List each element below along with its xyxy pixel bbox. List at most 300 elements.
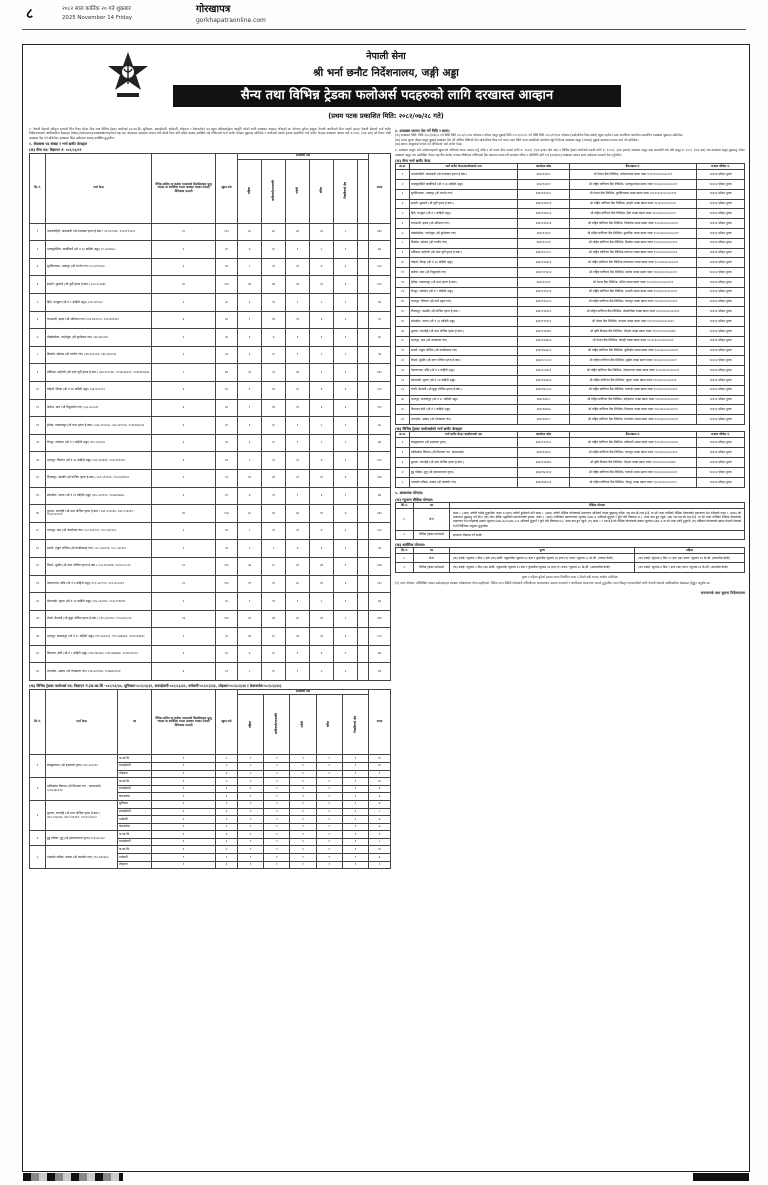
cell-value: १ (264, 846, 290, 854)
cell-value: १७ (238, 628, 262, 646)
cell-sn: ६ (396, 219, 410, 229)
cell-sn: १८ (30, 522, 46, 540)
section-3-heading: ३. दरखास्त फाराम पेस गर्ने मिति र स्थान: (395, 129, 450, 133)
cell-value: ८ (262, 540, 286, 558)
cell-value: १३ (152, 610, 216, 628)
cell-center: दिक्तेल, खोटाङ (श्री रणवीर गण) (410, 238, 518, 248)
cell-value: ४ (152, 663, 216, 681)
cell-sn: २ (30, 241, 46, 259)
cell-total: ६४ (369, 663, 391, 681)
cell-value: १ (238, 838, 264, 846)
cell-value: ७ (238, 487, 262, 505)
table-row (396, 326, 745, 336)
cell-sn: १० (396, 258, 410, 268)
cell-value: ११ (310, 469, 334, 487)
cell-value: १ (290, 770, 316, 778)
cell-center: विजयपुर, कास्की (श्री पश्चिम पृतना हे.क्वा.) (410, 307, 518, 317)
cell-center: संख्युवासभा (श्री इन्द्रध्वज गुल्म) (410, 438, 518, 448)
cell-center: तोक्सेखोला, ताप्लेजुङ (श्री दुर्गाप्रवल गण) ०२४-४६०२४५ (46, 329, 152, 347)
cell-revenue: १४२२४ परीक्षा शुल्क (697, 385, 745, 395)
cell-center: बुटवल, रुपन्देही (श्री मध्य पश्चिम पृतना हे.क्वा.) (410, 458, 518, 468)
follower-bank-body (396, 438, 745, 488)
cell-post: विभिन्न ट्रेडका फलोअर्स (414, 530, 450, 539)
cell-sn: १८ (396, 336, 410, 346)
table-row (30, 557, 391, 575)
cell-revenue: १४२२४ परीक्षा शुल्क (697, 258, 745, 268)
cell-post: केशकर्तक (118, 823, 152, 831)
th2-open: खुला तर्फ (216, 689, 238, 755)
table-row (30, 452, 391, 470)
cell-center: बुटवल, रुपन्देही (श्री मध्य पश्चिम पृतना हे.क्वा.) (410, 326, 518, 336)
cell-center: सुर्यविनायक, भक्तपुर (श्री रणशेर गण) ०१-५०९१२६२ (46, 258, 152, 276)
cell-revenue: १४२२४ परीक्षा शुल्क (697, 405, 745, 415)
cell-code: ३४४०९०३०४ (518, 229, 570, 239)
cell-code: ३४४०९१७१०५ (518, 307, 570, 317)
th6-female: महिला (635, 548, 745, 554)
table-row (30, 329, 391, 347)
cell-center: नेपालगञ्ज, बाँके (श्री नं ४ बाहिनी अड्डा) ०८१-५२८९०३, ९८५८०८३२२१ (46, 575, 152, 593)
cell-value: १ (152, 785, 216, 793)
cell-value: ३४ (262, 610, 286, 628)
table-row (30, 663, 391, 681)
cell-value: ४ (152, 381, 216, 399)
cell-sn: २५ (30, 645, 46, 663)
cell-total: ७४ (369, 434, 391, 452)
cell-code: ३४४०९७०८०५ (518, 385, 570, 395)
cell-total: १०० (369, 381, 391, 399)
cell-value: ७ (238, 241, 262, 259)
cell-value: २ (334, 346, 358, 364)
table-row (30, 505, 391, 523)
cell-value: २१ (262, 364, 286, 382)
cell-value: ५ (310, 593, 334, 611)
cell-sn: ८ (396, 238, 410, 248)
cell-revenue: १४२२४ परीक्षा शुल्क (697, 458, 745, 468)
cell-code: ३४४०९१७१७० (518, 326, 570, 336)
cell-female: (क) उचाई: न्यूनतम ४ फिट ९ इन्च (ख) वजन: न्यूनतम ४२ के.जी. (बयालीस केजी) (635, 563, 745, 572)
cell-sn: ९ (30, 364, 46, 382)
education-body (396, 508, 745, 539)
cell-value: १ (316, 846, 342, 854)
cell-center: हिले, धनकुटा (श्री नं २ बाहिनी अड्डा) (410, 209, 518, 219)
cell-value: ७ (369, 800, 391, 808)
table-row (30, 417, 391, 435)
th3-rev: राजस्व शीर्षक नं. (697, 164, 745, 170)
table-row (396, 307, 745, 317)
cell-sn: २ (30, 778, 46, 801)
cell-center: हेटौडा, मकवानपुर (श्री मध्य पृतना हे.क्वा.) ०५७-५२९००७, ०५७-५२९०२४, ९८६३०४६८८४ (46, 417, 152, 435)
cell-value: १ (342, 816, 368, 824)
cell-sn: ४ (396, 199, 410, 209)
cell-post: धर्मकर्मी (118, 854, 152, 862)
cell-value: १ (238, 808, 264, 816)
header-rule (22, 29, 746, 30)
cell-bank: श्री राष्ट्रिय बाणिज्य बैंक लिमिटेड, पोखरीचौक शाखा खाता नम्बर १०००३००००५००००९ (570, 307, 697, 317)
cell-blank (358, 575, 369, 593)
cell-total: ४२४ (369, 557, 391, 575)
cell-value: १ (152, 823, 216, 831)
cell-value: १ (238, 785, 264, 793)
cell-center: भरतपुर, चितवन (श्री नयाँ सङ्गम गण) (410, 297, 518, 307)
cell-value: ३ (334, 452, 358, 470)
cell-center: नेपालगञ्ज, बाँके (श्री नं ४ बाहिनी अड्डा) (410, 366, 518, 376)
cell-value: १०५ (216, 276, 238, 294)
cell-value: ७ (369, 823, 391, 831)
cell-value: १२ (310, 276, 334, 294)
cell-sn: ७ (30, 329, 46, 347)
cell-sn: २६ (30, 663, 46, 681)
cell-sn: २ (396, 448, 410, 458)
table-row (30, 241, 391, 259)
cell-value: ३० (286, 575, 310, 593)
cell-post: धर्मकर्मी (118, 816, 152, 824)
th-sn: सि.नं. (30, 153, 46, 223)
th2-backward: पिछडिएको क्षेत्र (342, 695, 368, 755)
cell-value: १७ (238, 276, 262, 294)
cell-blank (358, 434, 369, 452)
cell-value: ४२ (216, 522, 238, 540)
cell-value: ४ (310, 487, 334, 505)
table-row (396, 405, 745, 415)
th6-post: पद (414, 548, 450, 554)
table-row (30, 294, 391, 312)
cell-value: ३८ (238, 505, 262, 523)
table-row (396, 563, 745, 572)
cell-value: २ (334, 241, 358, 259)
cell-bank: श्री राष्ट्रिय बाणिज्य बैंक लिमिटेड, भरतपुर शाखा खाता नम्बर १०००३००००५००००९ (570, 448, 697, 458)
cell-bank: श्री कृषि विकास बैंक लिमिटेड, भैरहवा शाखा खाता नम्बर ०१०००१५०००००४७९ (570, 326, 697, 336)
intro-paragraph: १. नेपाली सेनाको स्वीकृत दरबन्दी भित्र रिक्त रहेका सैन्य तथा विभिन्न ट्रेडका फलोअर्स (क.का.सि, सुचिकार, सफाईकर्मी, धर्मकर्मी, लोहकार र केशकर्तक) पद खुला प्रतिस्पर्धाद्वारा पदपूर्ति गर्नको लागि दरखास्त आव्हान गरिएको छ। योग्यता पुगेका इच्छुक नेपाली नागरिकले सैन्य पदको हकमा नेपाली सेनाको भर्ना छनौट निर्देशनालयको आधिकारिक वेबसाइट http://vacancy.nepalarmy.mil.np बाट अनलाइन दरखास्त फाराम भरी सोको प्रिन्ट प्रति सहित स्वयम् उपस्थित भई तोकिएको भर्ना छनौट केन्द्रमा बुझाउन सकिनेछ र फलोअर्स पदको हकमा सम्बन्धित भर्ना छनौट केन्द्रमा दरखास्त फाराम भरी रु.१००/- (एक सय) को टिकट टाँसी दरखास्त पेस गर्न सकिनेछ। दरखास्त दिंदा उम्मेदवार स्वयम् उपस्थित हुनुपर्नेछ। (29, 127, 391, 140)
cell-value: २९ (262, 575, 286, 593)
cell-total: २०० (369, 276, 391, 294)
table-row (396, 438, 745, 448)
cell-value: २ (334, 663, 358, 681)
cell-value: ३१ (216, 663, 238, 681)
cell-value: ७९ (216, 364, 238, 382)
cell-value: १ (264, 785, 290, 793)
cell-total: १४० (369, 469, 391, 487)
section-3b-text: (ख) स्थान: आफुलाई पायक पर्ने तोकिएको भर्ना छनौट केन्द्र। (395, 142, 463, 147)
th4-bank: बैंक/खाता नं. (570, 432, 697, 438)
cell-revenue: १४२२४ परीक्षा शुल्क (697, 287, 745, 297)
cell-bank: श्री नेपाल बैंक लिमिटेड, घोराही शाखा खाता नम्बर ०००१०१०००००५०००१९ (570, 336, 697, 346)
cell-value: १ (238, 861, 264, 869)
cell-value: ३ (334, 258, 358, 276)
table-row (396, 297, 745, 307)
cell-value: १ (316, 861, 342, 869)
cell-value: ५ (238, 540, 262, 558)
cell-bank: श्री राष्ट्रिय बाणिज्य बैंक लिमिटेड, सुर्खेत शाखा खाता नम्बर १०००३००००५००००९ (570, 356, 697, 366)
table-row (30, 223, 391, 241)
cell-revenue: १४२२४ परीक्षा शुल्क (697, 248, 745, 258)
cell-post: सफाईकर्मी (118, 808, 152, 816)
cell-sn: १९ (396, 346, 410, 356)
cell-value: ३ (216, 808, 238, 816)
table-row (396, 170, 745, 180)
section-5a-heading: (क) न्यूनतम शैक्षिक योग्यता: (395, 497, 434, 502)
cell-value: ४२ (286, 223, 310, 241)
cell-value: १ (290, 808, 316, 816)
cell-sn: १ (396, 170, 410, 180)
cell-sn: १४ (396, 297, 410, 307)
cell-bank: श्री नेपाल बैंक लिमिटेड, सुर्यविनायक शाखा खाता नम्बर ०००१०१०००००५०००१९ (570, 189, 697, 199)
cell-value: १ (316, 854, 342, 862)
cell-value: १२ (262, 258, 286, 276)
cell-value: ५ (216, 755, 238, 763)
table-row (30, 575, 391, 593)
cell-value: १ (238, 854, 264, 862)
cell-value: १ (264, 831, 290, 839)
cell-post: सैन्य (414, 508, 450, 530)
table-row (30, 381, 391, 399)
table-row (396, 258, 745, 268)
cell-sn: २. (396, 563, 414, 572)
cell-value: १ (334, 487, 358, 505)
th-total: जम्मा (369, 153, 391, 223)
cell-bank: श्री राष्ट्रिय बाणिज्य बैंक लिमिटेड, इटहरी शाखा खाता नम्बर १००३००००५००००९ (570, 199, 697, 209)
cell-center: सोराडोल, पाल्पा (श्री नं २३ बाहिनी अड्डा) ०७५-५२०१९०, ९८६७०१७७५८ (46, 487, 152, 505)
cell-value: १ (334, 540, 358, 558)
cell-value: १ (290, 816, 316, 824)
th6-male: पुरुष (450, 548, 635, 554)
cell-value: १ (152, 800, 216, 808)
military-bank-table (395, 163, 745, 425)
cell-value: ३९ (216, 487, 238, 505)
cell-value: १ (342, 808, 368, 816)
cell-value: १ (152, 778, 216, 786)
cell-sn: १५ (396, 307, 410, 317)
cell-sn: १७ (30, 505, 46, 523)
cell-total: ७४ (369, 487, 391, 505)
cell-value: ४२ (216, 311, 238, 329)
cell-code: ३४४०९१२२९ (518, 278, 570, 288)
table-row (30, 628, 391, 646)
cell-sn: ८ (30, 346, 46, 364)
cell-value: २ (216, 793, 238, 801)
cell-value: ५ (216, 778, 238, 786)
cell-center: बुटवल, रुपन्देही (श्री मध्य पश्चिम पृतना हे.क्वा.) ०७१-५९३०४६, ०७१-५९३२६९, ९८६०५०१२०२ (46, 800, 118, 830)
cell-value: ९ (286, 663, 310, 681)
cell-bank: श्री राष्ट्रिय बाणिज्य बैंक लिमिटेड, गमगढी शाखा खाता नम्बर १०००३००००५००००९ (570, 468, 697, 478)
cell-value: २७ (262, 276, 286, 294)
cell-post: क.का.सि (118, 831, 152, 839)
cell-post: केशकर्तक (118, 793, 152, 801)
cell-qualification: साधारण लेखपढ गर्न सक्ने। (450, 530, 745, 539)
cell-value: ७ (369, 854, 391, 862)
cell-center: साल्ले, रुकुम पश्चिम (श्री चण्डीप्रसाद गण) ०८८-५३००९३, ०८८-५३०११८ (46, 540, 152, 558)
table-row (30, 487, 391, 505)
cell-sn: २५ (396, 405, 410, 415)
section-6-text: (ग) अन्य योग्यता: उल्लिखित पदका उम्मेदवारहरु स्वास्थ्य परीक्षणबाट योग्य ठहरिएको, नैतिक पतन देखिने फौजदारी अभियोगमा अदालतबाट सजाय नपाएको र नागरिकता प्रमाणपत्र भएको हुनुपर्नेछ। अन्य विस्तृत जानकारीको लागि नेपाली सेनाको आधिकारिक वेबसाइट हेर्नुहुन अनुरोध छ। (395, 580, 711, 585)
cell-center: कलैया, बारा (श्री निमुसर्जन गण) (410, 268, 518, 278)
cell-value: १६ (310, 575, 334, 593)
cell-value: १ (316, 793, 342, 801)
cell-center: भक्तपुरस्थित, कार्कीगाउँ (श्री नं २६ बाहिनी अड्डा) ०१-५०४०७८८ (46, 241, 152, 259)
section-5-heading: ५. आवश्यक योग्यता: (395, 491, 424, 496)
advertisement (22, 44, 750, 1172)
th3-code: कार्यालय कोड (518, 164, 570, 170)
table-row (30, 346, 391, 364)
cell-code: ३४४०९२४२०४ (518, 219, 570, 229)
table-row (30, 364, 391, 382)
cell-value: १ (152, 816, 216, 824)
cell-value: २ (216, 854, 238, 862)
cell-value: ६ (238, 294, 262, 312)
military-posts-body (30, 223, 391, 680)
th6-sn: सि.नं. (396, 548, 414, 554)
cell-value: ९ (238, 311, 262, 329)
cell-value: ४८ (262, 223, 286, 241)
table-row (30, 645, 391, 663)
cell-revenue: १४२२४ परीक्षा शुल्क (697, 356, 745, 366)
cell-sn: १६ (396, 317, 410, 327)
cell-value: १ (290, 762, 316, 770)
th3-sn: क्र.सं. (396, 164, 410, 170)
cell-bank: श्री नेपाल बैंक लिमिटेड, तानसेन शाखा खाता नम्बर ०००१०१०००००५०००१९ (570, 317, 697, 327)
table-row (396, 448, 745, 458)
cell-value: ५१ (216, 469, 238, 487)
cell-value: १२ (286, 452, 310, 470)
table-row (396, 219, 745, 229)
cell-center: विजयपुर, कास्की (श्री पश्चिम पृतना हे.क्वा.) ०६१-५९११६०, ९८५६०३१७१२ (46, 469, 152, 487)
cell-value: १ (238, 778, 264, 786)
cell-value: १ (152, 770, 216, 778)
cell-center: भरतपुर, कञ्चनपुर (श्री नं २८ बाहिनी अड्डा) (410, 395, 518, 405)
cell-value: ४२ (216, 381, 238, 399)
cell-total: १०० (369, 399, 391, 417)
cell-sn: १५ (30, 469, 46, 487)
cell-sn: ५ (30, 294, 46, 312)
cell-value: ७ (310, 452, 334, 470)
cell-total: २२० (369, 575, 391, 593)
cell-post: लोहकार (118, 770, 152, 778)
cell-center: साल्ले, रुकुम पश्चिम (श्री चण्डीप्रसाद गण) (410, 346, 518, 356)
cell-value: २४ (286, 276, 310, 294)
cell-bank: श्री नेपाल बैंक लिमिटेड, धर्मपथशाखा खाता नम्बर ००१०१०००००५०००१९ (570, 170, 697, 180)
publication-date: (प्रथम पटक प्रकाशित मिति: २०८२/०७/२८ गते) (328, 112, 444, 120)
cell-sn: १७ (396, 326, 410, 336)
cell-bank: श्री राष्ट्रिय बाणिज्य बैंक लिमिटेड,गोलबजार शाखा खाता नम्बर १०००३००००५००००९ (570, 258, 697, 268)
cell-value: २२ (238, 610, 262, 628)
cell-value: १२ (286, 258, 310, 276)
cell-total: १०० (369, 452, 391, 470)
section-2-heading: २. सेवाबन्ध पद संख्या र भर्ना छनौट केन्द्रहरु (29, 141, 88, 146)
cell-value: ११ (262, 487, 286, 505)
cell-code: ३४४०९१३००३ (518, 287, 570, 297)
th2-madhesi: मधेशी (290, 695, 316, 755)
cell-value: ४ (216, 831, 238, 839)
cell-value: ७ (369, 816, 391, 824)
date-nepali: २०८२ साल कार्तिक २० गते शुक्रबार (62, 6, 131, 12)
cell-total: २४० (369, 610, 391, 628)
th-pref: वैभिन्न तालिम वा कर्तव्य पालनाको सिलसिलामा मृत्यु भएका वा शारीरिक रुपमा अशक्त भएका नेपाली सैनिकका सन्तती (152, 153, 216, 223)
cell-value: ९ (369, 770, 391, 778)
cell-value: ५ (334, 610, 358, 628)
cell-blank (358, 610, 369, 628)
cell-value: १ (152, 854, 216, 862)
cell-center: भरतपुर, दाङ (श्री जनसेवक गण) (410, 336, 518, 346)
table-row (396, 180, 745, 190)
cell-center: तेघरी, कैलाली (श्री सुदुर पश्चिम पृतना हे.क्वा.) ०९१-५२००६५, ९८५८४२८८३० (46, 610, 152, 628)
cell-code: ३४४०९१७१७० (518, 458, 570, 468)
table-row (30, 831, 391, 839)
cell-revenue: १४२२४ परीक्षा शुल्क (697, 238, 745, 248)
table-row (396, 478, 745, 488)
table-row (30, 610, 391, 628)
table-row (30, 778, 391, 786)
cell-center: बुटवल, रुपन्देही (श्री मध्य पश्चिम पृतना हे.क्वा.) ०७१-५९३०४६, ०७१-५९३२६९, ९८६०५०१२०२ (46, 505, 152, 523)
cell-revenue: १४२२४ परीक्षा शुल्क (697, 278, 745, 288)
cell-center: कलैया, बारा (श्री निमुसर्जन गण) ०५३-५५१५२१ (46, 399, 152, 417)
cell-value: ९ (310, 364, 334, 382)
cell-value: २२ (216, 346, 238, 364)
th-madhesi: मधेशी (286, 159, 310, 223)
cell-value: ६ (238, 417, 262, 435)
cell-value: १ (238, 755, 264, 763)
cell-center: पानखोर प्याँस्क, बजाङ (श्री बसन्तोर गण) ०९२-४२२३३५ (46, 846, 118, 869)
th-inclusive: समावेशी तर्फ (238, 153, 369, 159)
education-table (395, 502, 745, 540)
table-row (396, 287, 745, 297)
cell-total: ७४ (369, 645, 391, 663)
th2-total: जम्मा (369, 689, 391, 755)
cell-total: ६४ (369, 294, 391, 312)
military-bank-body (396, 170, 745, 425)
cell-value: १२ (262, 452, 286, 470)
cell-center: चैनपुर, रामेछाप (श्री नं १ बाहिनी अड्डा) (410, 287, 518, 297)
cell-sn: २२ (396, 375, 410, 385)
cell-total: ५७ (369, 346, 391, 364)
cell-value: १ (264, 838, 290, 846)
section-3a2-text: (ख) एकल शुल्क दोब्बर दस्तुर बुझाई दरखास्त पेस गर्ने अन्तिम मितिको दिन सार्वजनिक बिदा पर्न गएमा उक्त मिति भन्दा पछाडिको कार्यालय खुल्ने दिनमा दरखास्त दस्तुर (राजस्व) बुझाई दरखास्त फाराम दर्ता गर्न सकिनेछ। (395, 137, 639, 142)
cell-value: ५ (310, 346, 334, 364)
cell-sn: ३ (30, 800, 46, 830)
physical-table (395, 547, 745, 572)
page-number: ८ (26, 6, 34, 22)
cell-value: ४ (238, 329, 262, 347)
cell-value: १४ (238, 469, 262, 487)
cell-center: मंगलसेन, अछाम (श्री गोरखदत्त गण) (410, 415, 518, 425)
th-backward: पिछडिएको क्षेत्र (334, 159, 358, 223)
cell-blank (358, 364, 369, 382)
cell-value: ९ (286, 645, 310, 663)
cell-value: २ (238, 593, 262, 611)
cell-value: १० (262, 346, 286, 364)
cell-revenue: १४२२४ परीक्षा शुल्क (697, 395, 745, 405)
table-row (396, 366, 745, 376)
cell-revenue: १४२२४ परीक्षा शुल्क (697, 438, 745, 448)
cell-center: तेघरी, कैलाली (श्री सुदुर पश्चिम पृतना हे.क्वा.) (410, 385, 518, 395)
cell-value: ५ (310, 663, 334, 681)
cell-value: ३ (334, 399, 358, 417)
cell-blank (358, 329, 369, 347)
cell-post: क.का.सि (118, 755, 152, 763)
cell-value: १ (238, 800, 264, 808)
cell-bank: श्री राष्ट्रिय बाणिज्य बैंक लिमिटेड, चैनपुर शाखा खाता नम्बर १०००३००००५००००९ (570, 478, 697, 488)
cell-bank: श्री राष्ट्रिय बाणिज्य बैंक लिमिटेड, मुसिकोट शाखा खाता नम्बर १०००३००००५००००९ (570, 346, 697, 356)
cell-sn: १४ (30, 452, 46, 470)
cell-sn: २६ (396, 415, 410, 425)
th4-code: कार्यालय कोड (518, 432, 570, 438)
cell-value: १ (316, 808, 342, 816)
cell-value: १३ (310, 628, 334, 646)
th4-sn: क्र.सं. (396, 432, 410, 438)
cell-code: ३४४०९७५७०९ (518, 346, 570, 356)
cell-value: १ (152, 846, 216, 854)
cell-center: चारआली, झापा (श्री अरिदमन गण) (410, 219, 518, 229)
cell-sn: ६ (30, 311, 46, 329)
cell-code: ३४४०९३३१० (518, 170, 570, 180)
